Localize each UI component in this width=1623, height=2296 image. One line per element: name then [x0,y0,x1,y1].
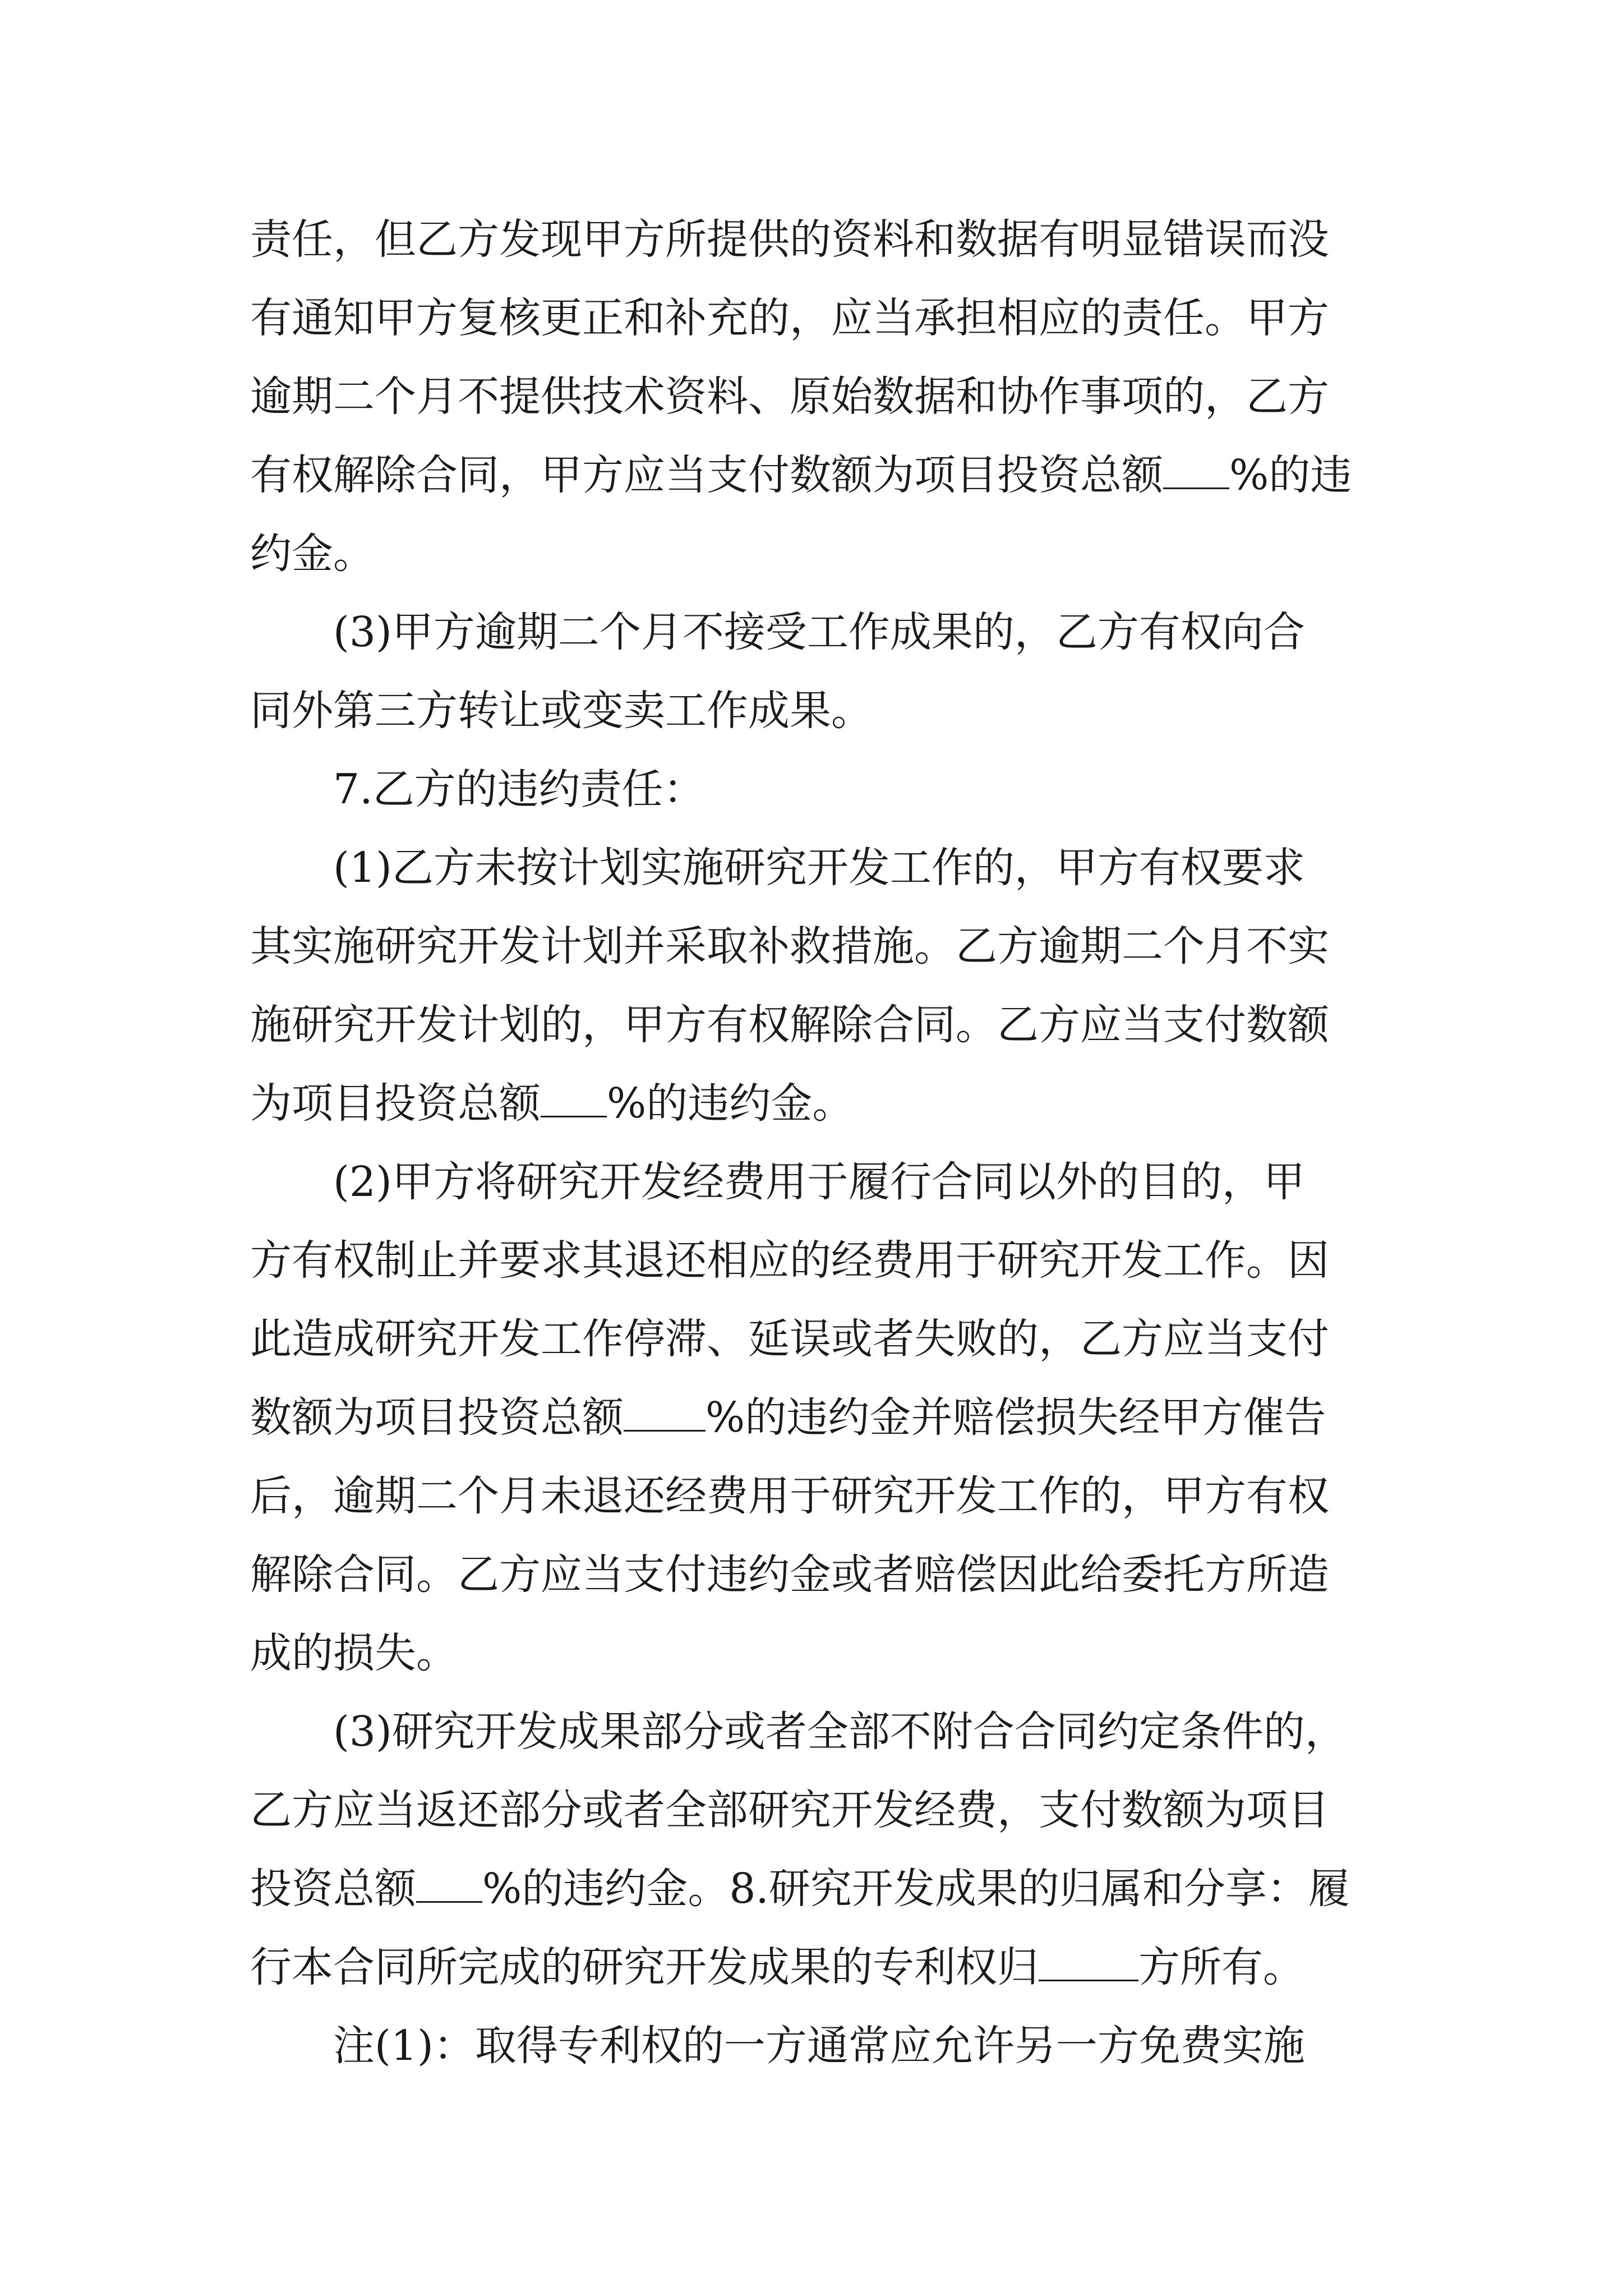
text-line: 约金。 [250,530,375,578]
fill-in-blank [541,1080,607,1117]
text-line: 行本合同所完成的研究开发成果的专利权归 方所有。 [250,1943,1304,1991]
text-line: 乙方应当返还部分或者全部研究开发经费，支付数额为项目 [250,1786,1329,1834]
text-line: 成的损失。 [250,1629,458,1677]
text-line: 解除合同。乙方应当支付违约金或者赔偿因此给委托方所造 [250,1550,1329,1599]
text-line: 其实施研究开发计划并采取补救措施。乙方逾期二个月不实 [250,922,1329,970]
text-line: 责任，但乙方发现甲方所提供的资料和数据有明显错误而没 [250,215,1329,264]
paragraph-start: (2)甲方将研究开发经费用于履行合同以外的目的，甲 [333,1158,1305,1206]
text-line: 为项目投资总额 %的违约金。 [250,1079,854,1128]
paragraph-start: 注(1)：取得专利权的一方通常应允许另一方免费实施 [333,2022,1305,2070]
text-line: 有通知甲方复核更正和补充的，应当承担相应的责任。甲方 [250,294,1329,342]
paragraph-start: (3)研究开发成果部分或者全部不附合合同约定条件的， [333,1708,1347,1756]
fill-in-blank [1163,452,1229,489]
paragraph-start: (3)甲方逾期二个月不接受工作成果的，乙方有权向合 [333,608,1305,656]
text-line: 后，逾期二个月未退还经费用于研究开发工作的，甲方有权 [250,1472,1329,1520]
text-line: 数额为项目投资总额 %的违约金并赔偿损失经甲方催告 [250,1393,1326,1442]
fill-in-blank [416,1865,482,1903]
text-line: 此造成研究开发工作停滞、延误或者失败的，乙方应当支付 [250,1315,1329,1363]
text-line: 投资总额 %的违约金。8.研究开发成果的归属和分享：履 [250,1865,1350,1913]
fill-in-blank [1039,1944,1138,1981]
section-heading: 7.乙方的违约责任： [333,765,705,813]
text-line: 有权解除合同，甲方应当支付数额为项目投资总额 %的违 [250,451,1352,499]
text-line: 方有权制止并要求其退还相应的经费用于研究开发工作。因 [250,1236,1329,1285]
paragraph-start: (1)乙方未按计划实施研究开发工作的，甲方有权要求 [333,844,1305,892]
text-line: 逾期二个月不提供技术资料、原始数据和协作事项的，乙方 [250,372,1329,421]
text-line: 施研究开发计划的，甲方有权解除合同。乙方应当支付数额 [250,1001,1329,1049]
text-line: 同外第三方转让或变卖工作成果。 [250,687,873,735]
fill-in-blank [624,1394,706,1432]
